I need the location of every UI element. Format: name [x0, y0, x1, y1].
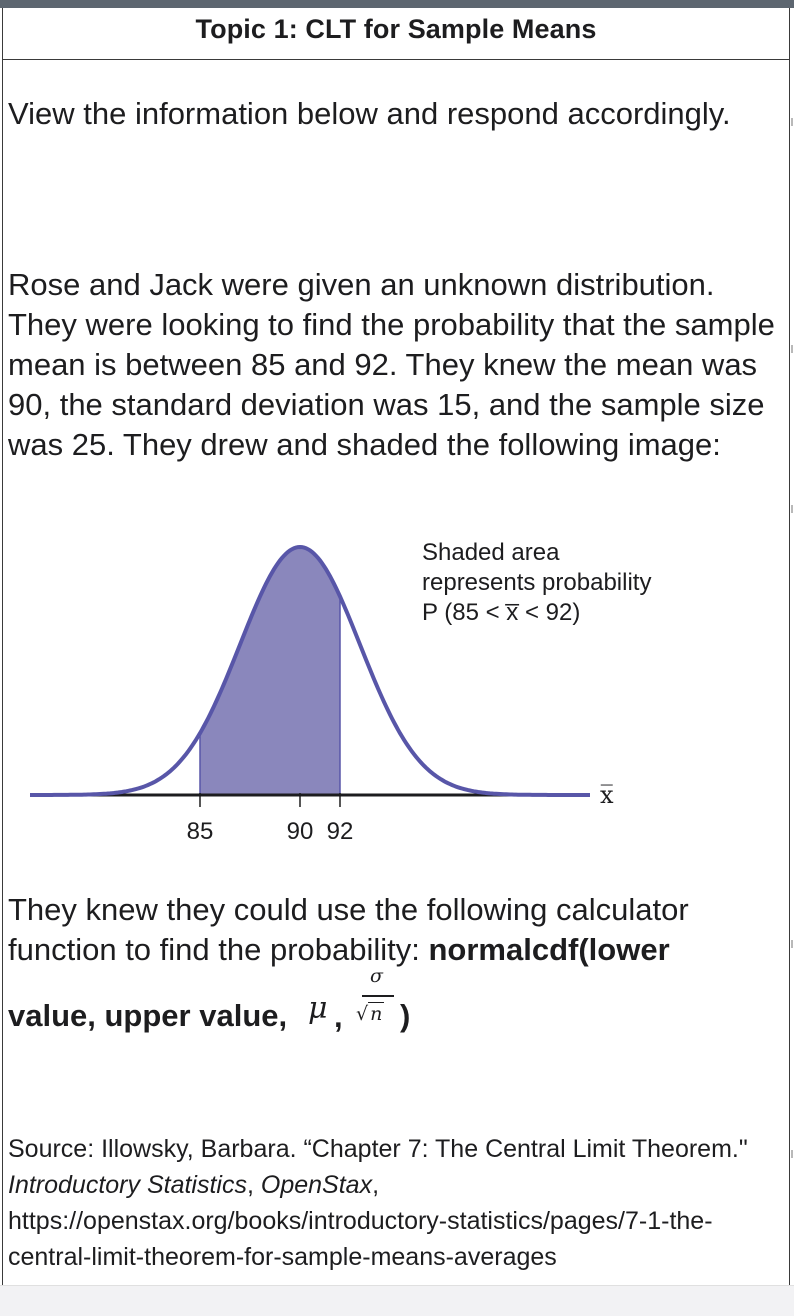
problem-text: Rose and Jack were given an unknown distribution. They were looking to find the probability that the sample mean is between 85 and 92. They knew the mean was 90, the standard deviation was 15, and the sample size was 25. They drew and shaded the following image:: [8, 267, 775, 462]
formula-close-paren: ): [400, 998, 411, 1033]
n-symbol: n: [370, 1003, 383, 1025]
sigma-over-root-n: [356, 965, 398, 1035]
source-sep-2: ,: [372, 1171, 380, 1199]
formula-args: value, upper value,: [8, 998, 288, 1033]
scroll-edge-mark: [791, 505, 793, 513]
source-book: Introductory Statistics: [8, 1171, 247, 1199]
formula-comma: ,: [334, 999, 343, 1034]
mu-symbol: μ: [308, 991, 328, 1026]
scroll-edge-mark: [791, 1150, 793, 1158]
source-sep: ,: [246, 1171, 261, 1199]
normal-curve-chart: [10, 530, 690, 860]
calculator-function: normalcdf(lower: [428, 932, 670, 967]
sigma-symbol: σ: [370, 965, 383, 987]
sqrt-symbol: √: [356, 1003, 369, 1025]
tick-label-92: 92: [326, 818, 354, 845]
annotation-line-1: Shaded area: [422, 539, 560, 566]
annotation-line-3: P (85 < x̅ < 92): [422, 599, 581, 626]
bottom-bar: [0, 1285, 794, 1316]
source-publisher: OpenStax: [260, 1171, 373, 1199]
tick-marks: [187, 793, 354, 845]
fraction-bar: [362, 995, 394, 997]
shaded-area: [200, 547, 340, 795]
source-url[interactable]: https://openstax.org/books/introductory-statistics/pages/7-1-the-central-limit-theorem-for-sample-means-averages: [8, 1207, 713, 1271]
scroll-edge-mark: [791, 118, 793, 126]
top-status-bar: [0, 0, 794, 8]
tick-label-90: 90: [286, 818, 314, 845]
calculator-text: [8, 890, 778, 970]
scroll-edge-mark: [791, 940, 793, 948]
formula-line: [8, 965, 778, 1045]
page-title: Topic 1: CLT for Sample Means: [195, 14, 597, 44]
root-n: [356, 1003, 384, 1025]
intro-text: View the information below and respond accordingly.: [8, 96, 731, 131]
axis-variable-label: x̅: [600, 781, 614, 809]
source-citation: [8, 1131, 778, 1275]
normal-distribution-figure: [10, 530, 690, 860]
source-prefix: Source: Illowsky, Barbara. “Chapter 7: The Central Limit Theorem.": [8, 1135, 748, 1163]
tick-label-85: 85: [186, 818, 214, 845]
calculator-lead: They knew they could use the following calculator function to find the probability:: [8, 892, 689, 967]
scroll-edge-mark: [791, 345, 793, 353]
annotation-line-2: represents probability: [422, 569, 652, 596]
